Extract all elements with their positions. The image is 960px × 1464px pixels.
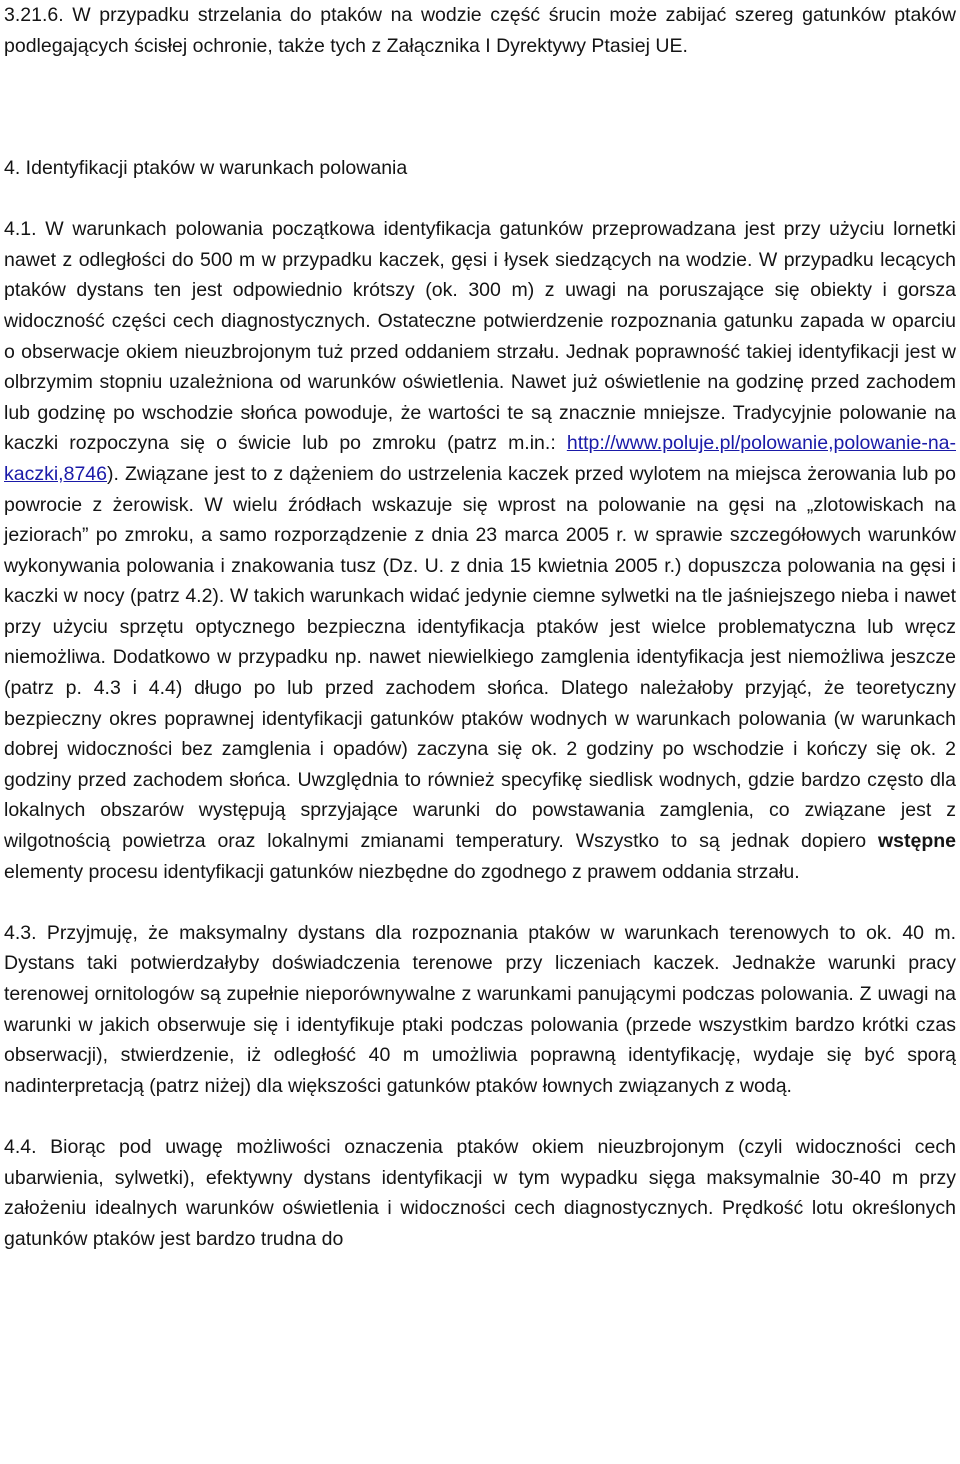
paragraph-4-1-text-c: elementy procesu identyfikacji gatunków niezbędne do zgodnego z prawem oddania strzału. bbox=[4, 860, 800, 883]
paragraph-4-1-text-a: 4.1. W warunkach polowania początkowa identyfikacja gatunków przeprowadzana jest przy użyciu lornetki nawet z odległości do 500 m w przypadku kaczek, gęsi i łysek siedzących na wodzie. W przypadku lecących ptaków dystans ten jest odpowiednio krótszy (ok. 300 m) z uwagi na poruszające się obiekty i gorsza widoczność części cech diagnostycznych. Ostateczne potwierdzenie rozpoznania gatunku zapada w oparciu o obserwacje okiem nieuzbrojonym tuż przed oddaniem strzału. Jednak poprawność takiej identyfikacji jest w olbrzymim stopniu uzależniona od warunków oświetlenia. Nawet już oświetlenie na godzinę przed zachodem lub godzinę po wschodzie słońca powoduje, że wartości te są znacznie mniejsze. Tradycyjnie polowanie na kaczki rozpoczyna się o świcie lub po zmroku (patrz m.in.: bbox=[4, 218, 956, 455]
paragraph-4-4: 4.4. Biorąc pod uwagę możliwości oznaczenia ptaków okiem nieuzbrojonym (czyli widoczności cech ubarwienia, sylwetki), efektywny dystans identyfikacji w tym wypadku sięga maksymalnie 30-40 m przy założeniu idealnych warunków oświetlenia i widoczności cech diagnostycznych. Prędkość lotu określonych gatunków ptaków jest bardzo trudna do bbox=[4, 1135, 956, 1250]
document-page bbox=[4, 0, 956, 1254]
poluje-link[interactable]: http://www.poluje.pl/polowanie,polowanie-na-kaczki,8746 bbox=[4, 432, 956, 485]
blank-line bbox=[4, 61, 956, 92]
paragraph-4-1-text-b: ). Związane jest to z dążeniem do ustrzelenia kaczek przed wylotem na miejsca żerowania lub po powrocie z żerowisk. W wielu źródłach wskazuje się wprost na polowanie na gęsi na „zlotowiskach na jeziorach” po zmroku, a samo rozporządzenie z dnia 23 marca 2005 r. w sprawie szczegółowych warunków wykonywania polowania i znakowania tusz (Dz. U. z dnia 15 kwietnia 2005 r.) dopuszcza polowania na gęsi i kaczki w nocy (patrz 4.2). W takich warunkach widać jedynie ciemne sylwetki na tle jaśniejszego nieba i nawet przy użyciu sprzętu optycznego bezpieczna identyfikacja ptaków jest wielce problematyczna lub wręcz niemożliwa. Dodatkowo w przypadku np. nawet niewielkiego zamglenia identyfikacja jest niemożliwa jeszcze (patrz p. 4.3 i 4.4) długo po lub przed zachodem słońca. Dlatego należałoby przyjąć, że teoretyczny bezpieczny okres poprawnej identyfikacji gatunków ptaków wodnych w warunkach polowania (w warunkach dobrej widoczności bez zamglenia i opadów) zaczyna się ok. 2 godziny po wschodzie i kończy się ok. 2 godziny przed zachodem słońca. Uwzględnia to również specyfikę siedlisk wodnych, gdzie bardzo często dla lokalnych obszarów występują sprzyjające warunki do powstawania zamglenia, co związane jest z wilgotnością powietrza oraz lokalnymi zmianami temperatury. Wszystko to są jednak dopiero bbox=[4, 462, 956, 853]
blank-line bbox=[4, 92, 956, 123]
blank-line bbox=[4, 1101, 956, 1132]
paragraph-3-21-6: 3.21.6. W przypadku strzelania do ptaków na wodzie część śrucin może zabijać szereg gatunków ptaków podlegających ścisłej ochronie, także tych z Załącznika I Dyrektywy Ptasiej UE. bbox=[4, 4, 956, 57]
blank-line bbox=[4, 887, 956, 918]
blank-line bbox=[4, 184, 956, 215]
paragraph-4-3: 4.3. Przyjmuję, że maksymalny dystans dla rozpoznania ptaków w warunkach terenowych to ok. 40 m. Dystans taki potwierdzałyby doświadczenia terenowe przy liczeniach kaczek. Jednakże warunki pracy terenowej ornitologów są zupełnie nieporównywalne z warunkami panującymi podczas polowania. Z uwagi na warunki w jakich obserwuje się i identyfikuje ptaki podczas polowania (przede wszystkim bardzo krótki czas obserwacji), stwierdzenie, iż odległość 40 m umożliwia poprawną identyfikację, wydaje się być sporą nadinterpretacją (patrz niżej) dla większości gatunków ptaków łownych związanych z wodą. bbox=[4, 921, 956, 1097]
paragraph-4-1 bbox=[4, 214, 956, 887]
emphasis-wstepne: wstępne bbox=[877, 830, 956, 853]
blank-line bbox=[4, 122, 956, 153]
section-heading-4: 4. Identyfikacji ptaków w warunkach polowania bbox=[4, 156, 408, 179]
